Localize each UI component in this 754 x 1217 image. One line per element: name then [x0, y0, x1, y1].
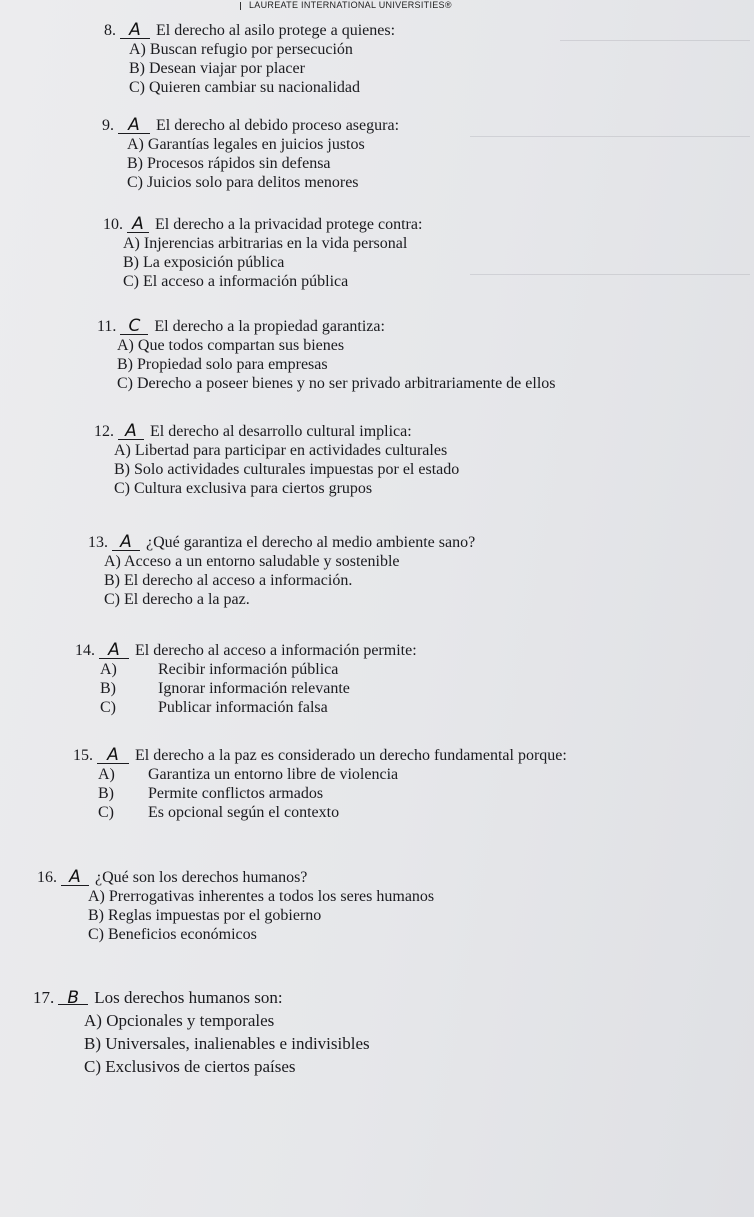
option-text: Cultura exclusiva para ciertos grupos: [134, 480, 373, 497]
option-text: Permite conflictos armados: [148, 785, 324, 802]
option-letter: B): [88, 907, 104, 924]
question-text: ¿Qué son los derechos humanos?: [95, 869, 308, 886]
option-c: [104, 78, 395, 97]
option-a: [75, 660, 417, 679]
question-15: [73, 746, 567, 822]
option-a: [88, 552, 475, 571]
option-text: El derecho al acceso a información.: [124, 572, 353, 589]
handwritten-answer: A: [128, 115, 140, 135]
question-text: El derecho al desarrollo cultural implica:: [150, 423, 412, 440]
option-letter: A): [98, 766, 115, 783]
option-letter: C): [84, 1057, 101, 1076]
option-letter: B): [114, 461, 130, 478]
option-letter: A): [104, 553, 121, 570]
question-number: 11.: [97, 318, 117, 335]
option-b: [75, 679, 417, 698]
question-9: [102, 116, 399, 192]
option-text: Libertad para participar en actividades culturales: [134, 442, 448, 459]
question-10: [103, 215, 422, 291]
option-text: Beneficios económicos: [108, 926, 257, 943]
option-letter: C): [98, 804, 114, 821]
question-16: [37, 868, 434, 944]
question-text: El derecho a la paz es considerado un derecho fundamental porque:: [135, 747, 567, 764]
option-letter: C): [117, 375, 133, 392]
handwritten-answer: A: [108, 640, 120, 660]
option-text: Exclusivos de ciertos países: [105, 1057, 296, 1076]
option-c: [73, 803, 567, 822]
option-c: [33, 1055, 370, 1078]
option-text: Publicar información falsa: [158, 699, 328, 716]
option-letter: A): [88, 888, 105, 905]
option-letter: B): [104, 572, 120, 589]
option-text: Que todos compartan sus bienes: [137, 337, 345, 354]
option-b: [102, 154, 399, 173]
option-text: Derecho a poseer bienes y no ser privado arbitrariamente de ellos: [137, 375, 556, 392]
question-text: El derecho a la propiedad garantiza:: [154, 318, 385, 335]
option-text: El derecho a la paz.: [124, 591, 250, 608]
option-text: Garantías legales en juicios justos: [147, 136, 365, 153]
option-letter: B): [123, 254, 139, 271]
handwritten-answer: A: [125, 421, 137, 441]
option-b: [88, 571, 475, 590]
option-text: El acceso a información pública: [143, 273, 349, 290]
institution-header: LAUREATE INTERNATIONAL UNIVERSITIES®: [240, 0, 452, 10]
option-letter: C): [88, 926, 104, 943]
option-letter: A): [100, 661, 117, 678]
option-text: Propiedad solo para empresas: [137, 356, 328, 373]
question-number: 15.: [73, 747, 93, 764]
question-number: 8.: [104, 22, 116, 39]
handwritten-answer: B: [67, 988, 80, 1008]
option-letter: B): [127, 155, 143, 172]
question-number: 13.: [88, 534, 108, 551]
option-a: [37, 887, 434, 906]
option-a: [33, 1009, 370, 1032]
handwritten-answer: A: [129, 20, 141, 40]
answer-blank[interactable]: [127, 215, 149, 233]
option-text: Reglas impuestas por el gobierno: [108, 907, 322, 924]
option-letter: C): [123, 273, 139, 290]
option-c: [94, 479, 459, 498]
question-text: El derecho al asilo protege a quienes:: [156, 22, 396, 39]
option-letter: B): [84, 1034, 101, 1053]
question-17: [33, 987, 370, 1078]
question-text: ¿Qué garantiza el derecho al medio ambiente sano?: [146, 534, 476, 551]
question-text: Los derechos humanos son:: [94, 988, 283, 1007]
question-number: 10.: [103, 216, 123, 233]
answer-blank[interactable]: [99, 641, 129, 659]
option-a: [102, 135, 399, 154]
question-text: El derecho al acceso a información permite:: [135, 642, 417, 659]
option-b: [33, 1032, 370, 1055]
option-b: [103, 253, 422, 272]
answer-blank[interactable]: [58, 987, 88, 1008]
option-text: Injerencias arbitrarias en la vida personal: [143, 235, 408, 252]
option-text: Es opcional según el contexto: [148, 804, 340, 821]
question-12: [94, 422, 459, 498]
handwritten-answer: A: [107, 745, 119, 765]
question-text: El derecho a la privacidad protege contra:: [155, 216, 423, 233]
option-b: [97, 355, 556, 374]
option-c: [37, 925, 434, 944]
option-letter: B): [98, 785, 114, 802]
answer-blank[interactable]: [112, 533, 140, 551]
option-letter: C): [100, 699, 116, 716]
option-a: [103, 234, 422, 253]
option-letter: A): [127, 136, 144, 153]
option-letter: B): [100, 680, 116, 697]
option-letter: A): [84, 1011, 102, 1030]
question-number: 17.: [33, 988, 55, 1007]
option-text: Recibir información pública: [158, 661, 339, 678]
answer-blank[interactable]: [118, 422, 144, 440]
option-c: [103, 272, 422, 291]
option-c: [75, 698, 417, 717]
answer-blank[interactable]: [120, 21, 150, 39]
question-number: 12.: [94, 423, 114, 440]
option-text: Juicios solo para delitos menores: [147, 174, 359, 191]
handwritten-answer: A: [69, 867, 81, 887]
option-letter: C): [114, 480, 130, 497]
question-8: [104, 21, 395, 97]
option-text: Acceso a un entorno saludable y sostenible: [124, 553, 400, 570]
option-b: [37, 906, 434, 925]
option-letter: C): [129, 79, 145, 96]
option-c: [102, 173, 399, 192]
option-c: [97, 374, 556, 393]
option-a: [73, 765, 567, 784]
question-13: [88, 533, 475, 609]
question-14: [75, 641, 417, 717]
option-text: La exposición pública: [143, 254, 285, 271]
option-text: Buscan refugio por persecución: [149, 41, 353, 58]
answer-blank[interactable]: [118, 116, 150, 134]
option-text: Procesos rápidos sin defensa: [147, 155, 331, 172]
option-c: [88, 590, 475, 609]
option-text: Solo actividades culturales impuestas por el estado: [134, 461, 460, 478]
option-a: [97, 336, 556, 355]
option-text: Universales, inalienables e indivisibles: [105, 1034, 370, 1053]
option-b: [73, 784, 567, 803]
option-letter: B): [129, 60, 145, 77]
option-text: Ignorar información relevante: [158, 680, 350, 697]
option-text: Opcionales y temporales: [106, 1011, 275, 1030]
option-b: [94, 460, 459, 479]
question-number: 14.: [75, 642, 95, 659]
question-text: El derecho al debido proceso asegura:: [156, 117, 400, 134]
handwritten-answer: A: [132, 214, 144, 234]
answer-blank[interactable]: [61, 868, 89, 886]
handwritten-answer: A: [120, 532, 132, 552]
option-text: Quieren cambiar su nacionalidad: [149, 79, 361, 96]
question-number: 9.: [102, 117, 114, 134]
option-letter: C): [104, 591, 120, 608]
option-letter: B): [117, 356, 133, 373]
question-11: [97, 317, 556, 393]
option-text: Prerrogativas inherentes a todos los seres humanos: [108, 888, 435, 905]
option-text: Desean viajar por placer: [149, 60, 305, 77]
handwritten-answer: C: [128, 316, 141, 336]
option-letter: C): [127, 174, 143, 191]
question-number: 16.: [37, 869, 57, 886]
answer-blank[interactable]: [120, 317, 148, 335]
option-b: [104, 59, 395, 78]
option-letter: A): [114, 442, 131, 459]
option-a: [94, 441, 459, 460]
option-a: [104, 40, 395, 59]
option-letter: A): [129, 41, 146, 58]
answer-blank[interactable]: [97, 746, 129, 764]
option-letter: A): [123, 235, 140, 252]
option-letter: A): [117, 337, 134, 354]
option-text: Garantiza un entorno libre de violencia: [148, 766, 399, 783]
